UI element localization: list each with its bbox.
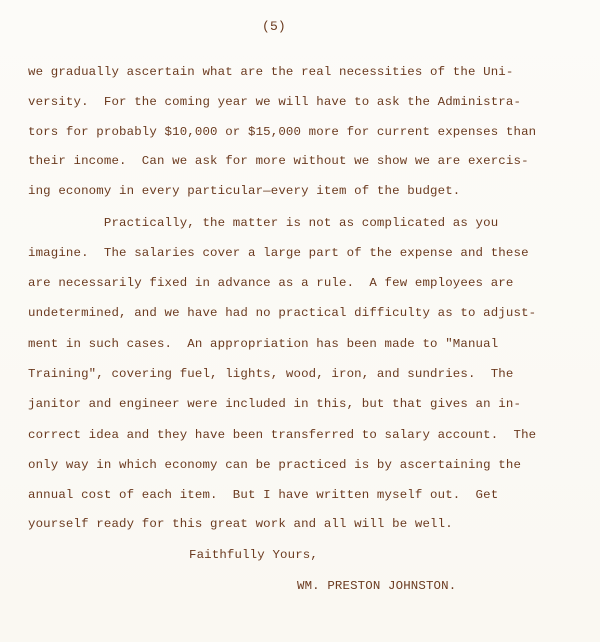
text-line: ing economy in every particular—every item of the budget. bbox=[28, 184, 461, 198]
text-line: ment in such cases. An appropriation has been made to "Manual bbox=[28, 337, 499, 351]
page-number: (5) bbox=[262, 19, 286, 34]
text-line: undetermined, and we have had no practical difficulty as to adjust- bbox=[28, 306, 537, 320]
text-line: annual cost of each item. But I have written myself out. Get bbox=[28, 488, 499, 502]
text-line: versity. For the coming year we will have to ask the Administra- bbox=[28, 95, 522, 109]
text-line: Practically, the matter is not as complicated as you bbox=[28, 216, 499, 230]
text-line: yourself ready for this great work and all will be well. bbox=[28, 517, 453, 531]
text-line: we gradually ascertain what are the real necessities of the Uni- bbox=[28, 65, 514, 79]
text-line: correct idea and they have been transferred to salary account. The bbox=[28, 428, 537, 442]
closing: Faithfully Yours, bbox=[189, 548, 318, 562]
text-line: are necessarily fixed in advance as a rule. A few employees are bbox=[28, 276, 514, 290]
signature: WM. PRESTON JOHNSTON. bbox=[297, 579, 457, 593]
text-line: imagine. The salaries cover a large part of the expense and these bbox=[28, 246, 529, 260]
text-line: Training", covering fuel, lights, wood, iron, and sundries. The bbox=[28, 367, 514, 381]
text-line: janitor and engineer were included in this, but that gives an in- bbox=[28, 397, 522, 411]
text-line: their income. Can we ask for more without we show we are exercis- bbox=[28, 154, 529, 168]
text-line: tors for probably $10,000 or $15,000 more for current expenses than bbox=[28, 125, 537, 139]
text-line: only way in which economy can be practiced is by ascertaining the bbox=[28, 458, 522, 472]
